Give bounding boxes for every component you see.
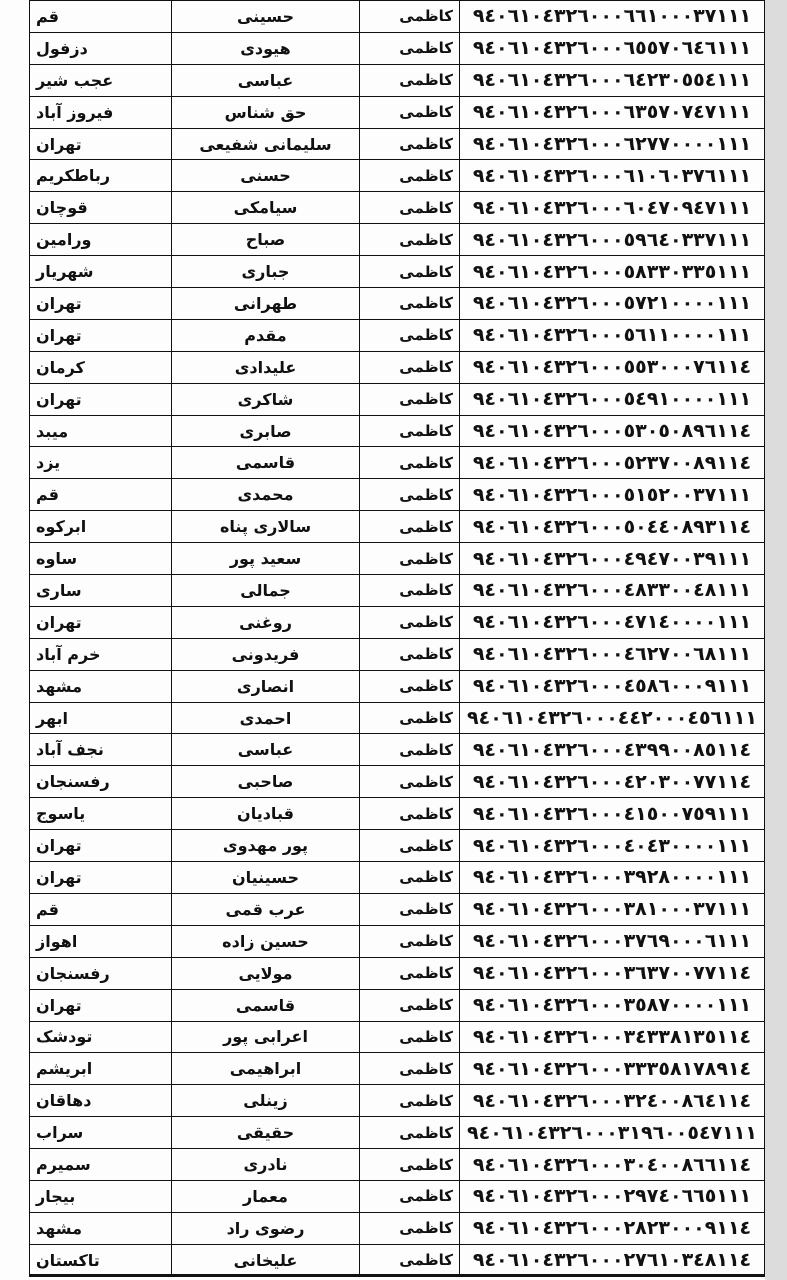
last-name-cell: هیودی	[172, 32, 360, 64]
table-row	[30, 702, 765, 734]
last-name-cell: زینلی	[172, 1085, 360, 1117]
city-cell: یزد	[30, 447, 172, 479]
table-row	[30, 288, 765, 320]
table-row	[30, 511, 765, 543]
table-row	[30, 893, 765, 925]
city-cell: تهران	[30, 830, 172, 862]
institution-cell: کاظمی	[360, 702, 460, 734]
table-row	[30, 1117, 765, 1149]
table-row	[30, 1085, 765, 1117]
institution-cell: کاظمی	[360, 638, 460, 670]
institution-cell: کاظمی	[360, 1021, 460, 1053]
table-row	[30, 606, 765, 638]
city-cell: دزفول	[30, 32, 172, 64]
tracking-code-cell: ۹٤۰٦۱۰٤۳۲٦۰۰۰۳٦۳۷۰۰۷۷۱۱٤	[460, 957, 765, 989]
last-name-cell: سعید پور	[172, 543, 360, 575]
institution-cell: کاظمی	[360, 383, 460, 415]
last-name-cell: رضوی راد	[172, 1212, 360, 1244]
table-row	[30, 319, 765, 351]
institution-cell: کاظمی	[360, 1085, 460, 1117]
institution-cell: کاظمی	[360, 479, 460, 511]
tracking-code-cell: ۹٤۰٦۱۰٤۳۲٦۰۰۰٥٥۳۰۰۰۷٦۱۱٤	[460, 351, 765, 383]
tracking-code-cell: ۹٤۰٦۱۰٤۳۲٦۰۰۰٦۲۷۷۰۰۰۰۱۱۱	[460, 128, 765, 160]
institution-cell: کاظمی	[360, 862, 460, 894]
institution-cell: کاظمی	[360, 160, 460, 192]
city-cell: قم	[30, 893, 172, 925]
institution-cell: کاظمی	[360, 64, 460, 96]
city-cell: مشهد	[30, 1212, 172, 1244]
institution-cell: کاظمی	[360, 670, 460, 702]
institution-cell: کاظمی	[360, 1, 460, 33]
institution-cell: کاظمی	[360, 1149, 460, 1181]
institution-cell: کاظمی	[360, 128, 460, 160]
table-row	[30, 1149, 765, 1181]
tracking-code-cell: ۹٤۰٦۱۰٤۳۲٦۰۰۰٤٦۲۷۰۰٦۸۱۱۱	[460, 638, 765, 670]
tracking-code-cell: ۹٤۰٦۱۰٤۳۲٦۰۰۰٦٦۱۰۰۰۳۷۱۱۱	[460, 1, 765, 33]
table-row	[30, 989, 765, 1021]
last-name-cell: سلیمانی شفیعی	[172, 128, 360, 160]
table-row	[30, 957, 765, 989]
table-row	[30, 1, 765, 33]
tracking-code-cell: ۹٤۰٦۱۰٤۳۲٦۰۰۰٤۳۹۹۰۰۸٥۱۱٤	[460, 734, 765, 766]
institution-cell: کاظمی	[360, 447, 460, 479]
last-name-cell: نادری	[172, 1149, 360, 1181]
tracking-code-cell: ۹٤۰٦۱۰٤۳۲٦۰۰۰٦۱۰٦۰۳۷٦۱۱۱	[460, 160, 765, 192]
tracking-code-cell: ۹٤۰٦۱۰٤۳۲٦۰۰۰٥٦۱۱۰۰۰۰۱۱۱	[460, 319, 765, 351]
institution-cell: کاظمی	[360, 1117, 460, 1149]
table-row	[30, 224, 765, 256]
last-name-cell: حسینیان	[172, 862, 360, 894]
city-cell: ورامین	[30, 224, 172, 256]
table-row	[30, 351, 765, 383]
city-cell: رفسنجان	[30, 957, 172, 989]
table-row	[30, 862, 765, 894]
city-cell: رفسنجان	[30, 766, 172, 798]
institution-cell: کاظمی	[360, 256, 460, 288]
city-cell: بیجار	[30, 1180, 172, 1212]
last-name-cell: قبادیان	[172, 798, 360, 830]
institution-cell: کاظمی	[360, 1053, 460, 1085]
table-row	[30, 447, 765, 479]
tracking-code-cell: ۹٤۰٦۱۰٤۳۲٦۰۰۰٤۰٤۳۰۰۰۰۱۱۱	[460, 830, 765, 862]
table-row	[30, 256, 765, 288]
institution-cell: کاظمی	[360, 192, 460, 224]
institution-cell: کاظمی	[360, 830, 460, 862]
institution-cell: کاظمی	[360, 351, 460, 383]
city-cell: تهران	[30, 128, 172, 160]
tracking-code-cell: ۹٤۰٦۱۰٤۳۲٦۰۰۰٥۱٥۲۰۰۳۷۱۱۱	[460, 479, 765, 511]
table-row	[30, 734, 765, 766]
city-cell: دهاقان	[30, 1085, 172, 1117]
tracking-code-cell: ۹٤۰٦۱۰٤۳۲٦۰۰۰٤٥۸٦۰۰۰۹۱۱۱	[460, 670, 765, 702]
tracking-code-cell: ۹٤۰٦۱۰٤۳۲٦۰۰۰۲۸۲۳۰۰۰۹۱۱٤	[460, 1212, 765, 1244]
table-row	[30, 128, 765, 160]
last-name-cell: انصاری	[172, 670, 360, 702]
last-name-cell: شاکری	[172, 383, 360, 415]
city-cell: تاکستان	[30, 1244, 172, 1276]
last-name-cell: سیامکی	[172, 192, 360, 224]
city-cell: رباطکریم	[30, 160, 172, 192]
table-row	[30, 575, 765, 607]
city-cell: تهران	[30, 606, 172, 638]
city-cell: قوچان	[30, 192, 172, 224]
last-name-cell: فریدونی	[172, 638, 360, 670]
table-bottom-border	[29, 1274, 764, 1276]
last-name-cell: علیخانی	[172, 1244, 360, 1276]
tracking-code-cell: ۹٤۰٦۱۰٤۳۲٦۰۰۰٥۸۳۳۰۳۳٥۱۱۱	[460, 256, 765, 288]
city-cell: شهریار	[30, 256, 172, 288]
table-row	[30, 925, 765, 957]
institution-cell: کاظمی	[360, 575, 460, 607]
table-row	[30, 670, 765, 702]
city-cell: کرمان	[30, 351, 172, 383]
tracking-code-cell: ۹٤۰٦۱۰٤۳۲٦۰۰۰۳۷٦۹۰۰۰٦۱۱۱	[460, 925, 765, 957]
tracking-code-cell: ۹٤۰٦۱۰٤۳۲٦۰۰۰٤۲۰۳۰۰۷۷۱۱٤	[460, 766, 765, 798]
institution-cell: کاظمی	[360, 957, 460, 989]
tracking-code-cell: ۹٤۰٦۱۰٤۳۲٦۰۰۰٦۳٥۷۰۷٤۷۱۱۱	[460, 96, 765, 128]
records-table-body	[30, 1, 765, 1277]
institution-cell: کاظمی	[360, 1244, 460, 1276]
institution-cell: کاظمی	[360, 288, 460, 320]
last-name-cell: حق شناس	[172, 96, 360, 128]
city-cell: میبد	[30, 415, 172, 447]
tracking-code-cell: ۹٤۰٦۱۰٤۳۲٦۰۰۰۳۰٤۰۰۸٦٦۱۱٤	[460, 1149, 765, 1181]
tracking-code-cell: ۹٤۰٦۱۰٤۳۲٦۰۰۰٤٤۲۰۰۰٤٥٦۱۱۱	[460, 702, 765, 734]
tracking-code-cell: ۹٤۰٦۱۰٤۳۲٦۰۰۰۳٥۸۷۰۰۰۰۱۱۱	[460, 989, 765, 1021]
city-cell: عجب شیر	[30, 64, 172, 96]
tracking-code-cell: ۹٤۰٦۱۰٤۳۲٦۰۰۰۲۷٦۱۰۳٤۸۱۱٤	[460, 1244, 765, 1276]
tracking-code-cell: ۹٤۰٦۱۰٤۳۲٦۰۰۰٦٥٥۷۰٦٤٦۱۱۱	[460, 32, 765, 64]
last-name-cell: احمدی	[172, 702, 360, 734]
table-row	[30, 1180, 765, 1212]
city-cell: مشهد	[30, 670, 172, 702]
institution-cell: کاظمی	[360, 543, 460, 575]
table-row	[30, 1021, 765, 1053]
tracking-code-cell: ۹٤۰٦۱۰٤۳۲٦۰۰۰۳۹۲۸۰۰۰۰۱۱۱	[460, 862, 765, 894]
tracking-code-cell: ۹٤۰٦۱۰٤۳۲٦۰۰۰۳٤۳۳۸۱۳٥۱۱٤	[460, 1021, 765, 1053]
last-name-cell: عرب قمی	[172, 893, 360, 925]
table-row	[30, 192, 765, 224]
city-cell: سمیرم	[30, 1149, 172, 1181]
last-name-cell: حسین زاده	[172, 925, 360, 957]
tracking-code-cell: ۹٤۰٦۱۰٤۳۲٦۰۰۰٥۷۲۱۰۰۰۰۱۱۱	[460, 288, 765, 320]
last-name-cell: حسینی	[172, 1, 360, 33]
institution-cell: کاظمی	[360, 224, 460, 256]
table-row	[30, 383, 765, 415]
city-cell: سراب	[30, 1117, 172, 1149]
institution-cell: کاظمی	[360, 734, 460, 766]
tracking-code-cell: ۹٤۰٦۱۰٤۳۲٦۰۰۰٥۹٦٤۰۳۳۷۱۱۱	[460, 224, 765, 256]
city-cell: فیروز آباد	[30, 96, 172, 128]
last-name-cell: قاسمی	[172, 989, 360, 1021]
tracking-code-cell: ۹٤۰٦۱۰٤۳۲٦۰۰۰٥٤۹۱۰۰۰۰۱۱۱	[460, 383, 765, 415]
last-name-cell: جباری	[172, 256, 360, 288]
institution-cell: کاظمی	[360, 319, 460, 351]
table-row	[30, 1244, 765, 1276]
city-cell: خرم آباد	[30, 638, 172, 670]
last-name-cell: محمدی	[172, 479, 360, 511]
tracking-code-cell: ۹٤۰٦۱۰٤۳۲٦۰۰۰۳۳۳٥۸۱۷۸۹۱٤	[460, 1053, 765, 1085]
tracking-code-cell: ۹٤۰٦۱۰٤۳۲٦۰۰۰٤۹٤۷۰۰۳۹۱۱۱	[460, 543, 765, 575]
last-name-cell: صاحبی	[172, 766, 360, 798]
last-name-cell: طهرانی	[172, 288, 360, 320]
institution-cell: کاظمی	[360, 925, 460, 957]
institution-cell: کاظمی	[360, 96, 460, 128]
last-name-cell: عباسی	[172, 734, 360, 766]
city-cell: اهواز	[30, 925, 172, 957]
city-cell: قم	[30, 1, 172, 33]
institution-cell: کاظمی	[360, 893, 460, 925]
table-row	[30, 415, 765, 447]
city-cell: ابرکوه	[30, 511, 172, 543]
records-table	[29, 0, 765, 1277]
tracking-code-cell: ۹٤۰٦۱۰٤۳۲٦۰۰۰٦۰٤۷۰۹٤۷۱۱۱	[460, 192, 765, 224]
city-cell: قم	[30, 479, 172, 511]
last-name-cell: سالاری پناه	[172, 511, 360, 543]
city-cell: یاسوج	[30, 798, 172, 830]
institution-cell: کاظمی	[360, 511, 460, 543]
tracking-code-cell: ۹٤۰٦۱۰٤۳۲٦۰۰۰٥۰٤٤۰۸۹۳۱۱٤	[460, 511, 765, 543]
last-name-cell: حسنی	[172, 160, 360, 192]
city-cell: تهران	[30, 383, 172, 415]
last-name-cell: روغنی	[172, 606, 360, 638]
tracking-code-cell: ۹٤۰٦۱۰٤۳۲٦۰۰۰۳۲٤۰۰۸٦٤۱۱٤	[460, 1085, 765, 1117]
tracking-code-cell: ۹٤۰٦۱۰٤۳۲٦۰۰۰٤۱٥۰۰۷٥۹۱۱۱	[460, 798, 765, 830]
table-row	[30, 638, 765, 670]
tracking-code-cell: ۹٤۰٦۱۰٤۳۲٦۰۰۰٤۷۱٤۰۰۰۰۱۱۱	[460, 606, 765, 638]
city-cell: نجف آباد	[30, 734, 172, 766]
page-edge-shadow	[765, 0, 787, 1280]
institution-cell: کاظمی	[360, 1212, 460, 1244]
city-cell: ابهر	[30, 702, 172, 734]
tracking-code-cell: ۹٤۰٦۱۰٤۳۲٦۰۰۰۳۸۱۰۰۰۳۷۱۱۱	[460, 893, 765, 925]
last-name-cell: صباح	[172, 224, 360, 256]
city-cell: ساوه	[30, 543, 172, 575]
table-row	[30, 32, 765, 64]
institution-cell: کاظمی	[360, 415, 460, 447]
tracking-code-cell: ۹٤۰٦۱۰٤۳۲٦۰۰۰۳۱۹٦۰۰٥٤۷۱۱۱	[460, 1117, 765, 1149]
table-row	[30, 64, 765, 96]
last-name-cell: جمالی	[172, 575, 360, 607]
tracking-code-cell: ۹٤۰٦۱۰٤۳۲٦۰۰۰٤۸۳۳۰۰٤۸۱۱۱	[460, 575, 765, 607]
tracking-code-cell: ۹٤۰٦۱۰٤۳۲٦۰۰۰٦٤۲۳۰٥٥٤۱۱۱	[460, 64, 765, 96]
table-row	[30, 830, 765, 862]
city-cell: ابریشم	[30, 1053, 172, 1085]
table-row	[30, 1212, 765, 1244]
institution-cell: کاظمی	[360, 1180, 460, 1212]
last-name-cell: مولایی	[172, 957, 360, 989]
last-name-cell: عباسی	[172, 64, 360, 96]
table-row	[30, 1053, 765, 1085]
table-row	[30, 543, 765, 575]
table-row	[30, 479, 765, 511]
table-row	[30, 160, 765, 192]
last-name-cell: علیدادی	[172, 351, 360, 383]
institution-cell: کاظمی	[360, 32, 460, 64]
city-cell: تودشک	[30, 1021, 172, 1053]
city-cell: تهران	[30, 862, 172, 894]
last-name-cell: قاسمی	[172, 447, 360, 479]
tracking-code-cell: ۹٤۰٦۱۰٤۳۲٦۰۰۰٥۳۰٥۰۸۹٦۱۱٤	[460, 415, 765, 447]
institution-cell: کاظمی	[360, 989, 460, 1021]
last-name-cell: پور مهدوی	[172, 830, 360, 862]
city-cell: تهران	[30, 288, 172, 320]
last-name-cell: مقدم	[172, 319, 360, 351]
last-name-cell: حقیقی	[172, 1117, 360, 1149]
city-cell: تهران	[30, 989, 172, 1021]
institution-cell: کاظمی	[360, 766, 460, 798]
institution-cell: کاظمی	[360, 606, 460, 638]
table-row	[30, 766, 765, 798]
last-name-cell: ابراهیمی	[172, 1053, 360, 1085]
table-row	[30, 798, 765, 830]
city-cell: ساری	[30, 575, 172, 607]
last-name-cell: معمار	[172, 1180, 360, 1212]
table-row	[30, 96, 765, 128]
tracking-code-cell: ۹٤۰٦۱۰٤۳۲٦۰۰۰٥۲۳۷۰۰۸۹۱۱٤	[460, 447, 765, 479]
institution-cell: کاظمی	[360, 798, 460, 830]
last-name-cell: صابری	[172, 415, 360, 447]
last-name-cell: اعرابی پور	[172, 1021, 360, 1053]
city-cell: تهران	[30, 319, 172, 351]
tracking-code-cell: ۹٤۰٦۱۰٤۳۲٦۰۰۰۲۹۷٤۰٦٦٥۱۱۱	[460, 1180, 765, 1212]
